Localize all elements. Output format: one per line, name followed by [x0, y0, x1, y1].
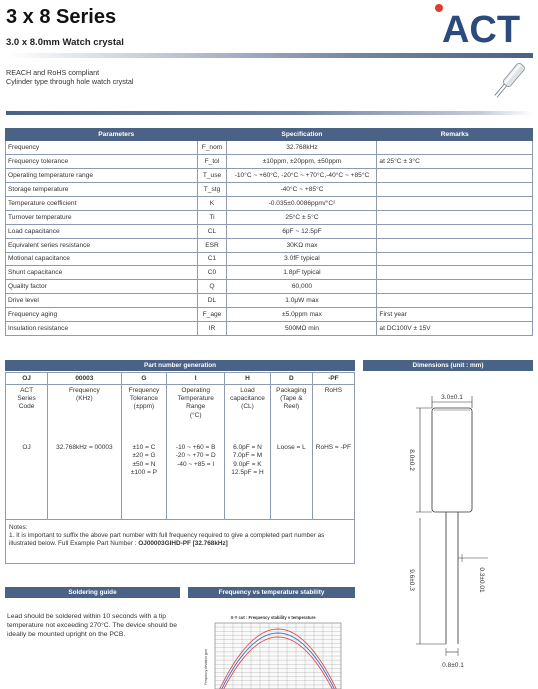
notes-text	[9, 532, 351, 549]
spec-row	[6, 210, 533, 224]
spec-row	[6, 266, 533, 280]
part-number-box	[5, 372, 355, 564]
part-value-cell-line: RoHS = -PF	[315, 444, 351, 451]
part-value-cell-line: 6.0pF = N	[233, 444, 262, 451]
crystal-body-outline	[432, 408, 472, 512]
part-value-cell-line: -20 ~ +70 = D	[175, 452, 216, 460]
spec-symbol-cell: F_age	[197, 308, 227, 322]
logo-text: ACT	[441, 9, 521, 50]
intro-text	[6, 68, 133, 87]
spec-value-cell: 32.768kHz	[227, 141, 377, 155]
spec-value-cell: 6pF ~ 12.5pF	[227, 224, 377, 238]
part-value-cell	[225, 434, 271, 519]
notes-example-part-number: OJ00003GIHD-PF [32.768kHz]	[138, 540, 228, 548]
spec-param-cell: Frequency tolerance	[6, 154, 198, 168]
spec-remark-cell	[377, 168, 533, 182]
spec-value-cell: 500MΩ min	[227, 322, 377, 336]
spec-param-cell: Insulation resistance	[6, 322, 198, 336]
spec-value-cell: -10°C ~ +60°C, -20°C ~ +70°C,-40°C ~ +85°C	[227, 168, 377, 182]
crystal-product-image	[488, 58, 530, 102]
spec-remark-cell: First year	[377, 308, 533, 322]
part-value-cell-line: ±10 = C	[132, 444, 156, 451]
soldering-guide-header: Soldering guide	[5, 587, 180, 598]
part-number-header: Part number generation	[5, 360, 355, 371]
spec-symbol-cell: ESR	[197, 238, 227, 252]
spec-remark-cell	[377, 210, 533, 224]
part-code-cell: G	[121, 373, 167, 384]
spec-param-cell: Temperature coefficient	[6, 196, 198, 210]
spec-row	[6, 294, 533, 308]
part-code-cell: D	[270, 373, 312, 384]
part-description-cell-line: Range	[186, 403, 206, 411]
spec-symbol-cell: Q	[197, 280, 227, 294]
spec-row	[6, 141, 533, 155]
part-value-cell-line: 12.5pF = H	[231, 469, 264, 477]
part-description-row	[6, 384, 354, 434]
part-value-cell	[312, 434, 354, 519]
spec-row	[6, 182, 533, 196]
spec-symbol-cell: IR	[197, 322, 227, 336]
dimensions-header: Dimensions (unit : mm)	[363, 360, 533, 371]
part-value-cell-line: ±50 = N	[132, 460, 156, 468]
spec-symbol-cell: C1	[197, 252, 227, 266]
part-value-cell-line: -10 ~ +60 = B	[175, 444, 216, 451]
spec-value-cell: 25°C ± 5°C	[227, 210, 377, 224]
diameter-label: 3.0±0.1	[441, 394, 463, 401]
lead-length-label: 9.6±0.3	[408, 569, 415, 591]
spec-value-cell: ±10ppm, ±20ppm, ±50ppm	[227, 154, 377, 168]
spec-remark-cell	[377, 196, 533, 210]
notes-body: 1. It is important to suffix the above part number with full frequency required to give a completed part number as illustrated below. Full Example Part Number :	[9, 531, 325, 548]
spec-remark-cell: at DC100V ± 15V	[377, 322, 533, 336]
part-value-cell	[121, 434, 167, 519]
part-code-row	[6, 373, 354, 384]
part-description-cell-line: Temperature	[177, 394, 214, 402]
freq-temp-header: Frequency vs temperature stability	[188, 587, 355, 598]
lead-diameter-label: 0.3±0.01	[478, 567, 485, 593]
page-title: 3 x 8 Series	[6, 6, 117, 28]
spec-symbol-cell: C0	[197, 266, 227, 280]
spec-row	[6, 238, 533, 252]
part-description-cell-line: ACT	[20, 386, 34, 394]
spec-param-cell: Turnover temperature	[6, 210, 198, 224]
part-description-cell-line: (±ppm)	[133, 403, 155, 411]
spec-row	[6, 168, 533, 182]
part-description-cell	[6, 384, 48, 434]
act-logo	[426, 2, 532, 50]
spec-param-cell: Quality factor	[6, 280, 198, 294]
part-description-cell-line: Load	[240, 386, 255, 394]
part-description-cell-line: (Tape &	[280, 394, 303, 402]
spec-remark-cell	[377, 280, 533, 294]
spec-param-cell: Operating temperature range	[6, 168, 198, 182]
part-value-cell	[167, 434, 225, 519]
spec-param-cell: Frequency aging	[6, 308, 198, 322]
part-value-cell-line: 9.0pF = K	[233, 460, 262, 468]
spec-value-cell: ±5.0ppm max	[227, 308, 377, 322]
spec-remark-cell	[377, 294, 533, 308]
part-description-cell-line: Frequency	[128, 386, 160, 394]
spec-param-cell: Storage temperature	[6, 182, 198, 196]
soldering-guide-text: Lead should be soldered within 10 seconds with a tip temperature not exceeding 270°C. The device should be ideally be mounted upright on the PCB.	[7, 613, 177, 639]
spec-param-cell: Motional capacitance	[6, 252, 198, 266]
spec-row	[6, 280, 533, 294]
spec-param-cell: Load capacitance	[6, 224, 198, 238]
part-number-notes	[6, 520, 354, 553]
part-description-cell	[270, 384, 312, 434]
spec-param-cell: Frequency	[6, 141, 198, 155]
part-code-cell: OJ	[6, 373, 48, 384]
spec-symbol-cell: F_nom	[197, 141, 227, 155]
part-description-cell	[312, 384, 354, 434]
spec-value-cell: 1.8pF typical	[227, 266, 377, 280]
spec-header-remarks: Remarks	[377, 129, 533, 141]
spec-symbol-cell: CL	[197, 224, 227, 238]
spec-row	[6, 224, 533, 238]
part-description-cell	[121, 384, 167, 434]
part-description-cell	[48, 384, 121, 434]
spec-header-specification: Specification	[227, 129, 377, 141]
intro-line-type: Cylinder type through hole watch crystal	[6, 77, 134, 87]
spec-remark-cell: at 25°C ± 3°C	[377, 154, 533, 168]
part-number-table	[6, 373, 354, 520]
spec-header-row	[6, 129, 533, 141]
freq-temp-chart	[191, 605, 354, 689]
spec-remark-cell	[377, 266, 533, 280]
part-description-cell-line: Frequency	[69, 386, 100, 394]
spec-remark-cell	[377, 224, 533, 238]
part-code-cell: H	[225, 373, 271, 384]
specification-table	[5, 128, 533, 336]
part-value-cell-line: OJ	[22, 444, 31, 451]
part-value-cell-line: ±20 = G	[132, 452, 156, 460]
spec-symbol-cell: T_stg	[197, 182, 227, 196]
page-subtitle: 3.0 x 8.0mm Watch crystal	[6, 37, 124, 48]
part-description-cell-line: (CL)	[241, 403, 254, 411]
part-description-cell-line: Packaging	[276, 386, 307, 394]
chart-title: X-Y cut : Frequency stability v temperature	[230, 615, 316, 620]
part-description-cell-line: (°C)	[189, 411, 202, 419]
spec-symbol-cell: Ti	[197, 210, 227, 224]
part-code-cell: I	[167, 373, 225, 384]
part-value-cell	[48, 434, 121, 519]
spec-symbol-cell: F_tol	[197, 154, 227, 168]
spec-param-cell: Equivalent series resistance	[6, 238, 198, 252]
part-description-cell-line: Operating	[181, 386, 210, 394]
part-description-cell-line: (KHz)	[76, 394, 93, 402]
pitch-label: 0.8±0.1	[442, 662, 464, 669]
intro-divider-bar	[6, 111, 533, 115]
part-value-cell-line: -40 ~ +85 = I	[177, 460, 215, 468]
spec-param-cell: Drive level	[6, 294, 198, 308]
spec-value-cell: -40°C ~ +85°C	[227, 182, 377, 196]
part-value-cell	[6, 434, 48, 519]
spec-value-cell: 3.0fF typical	[227, 252, 377, 266]
notes-label: Notes:	[9, 523, 28, 531]
part-description-cell-line: Tolerance	[129, 394, 159, 402]
spec-row	[6, 322, 533, 336]
spec-row	[6, 252, 533, 266]
intro-line-compliance: REACH and RoHS compliant	[6, 68, 100, 77]
part-value-cell-line: Loose = L	[276, 444, 306, 451]
spec-value-cell: 30KΩ max	[227, 238, 377, 252]
spec-remark-cell	[377, 238, 533, 252]
chart-ylabel: Frequency deviation ppm	[204, 649, 208, 685]
part-description-cell	[167, 384, 225, 434]
part-code-cell: -PF	[312, 373, 354, 384]
body-length-label: 8.0±0.2	[408, 449, 415, 471]
spec-header-parameters: Parameters	[6, 129, 227, 141]
spec-symbol-cell: T_use	[197, 168, 227, 182]
part-value-cell-line: 7.0pF = M	[232, 452, 263, 460]
spec-remark-cell	[377, 182, 533, 196]
spec-value-cell: 60,000	[227, 280, 377, 294]
part-description-cell-line: Code	[18, 403, 35, 411]
spec-symbol-cell: DL	[197, 294, 227, 308]
spec-row	[6, 308, 533, 322]
part-value-cell-line: ±100 = P	[130, 469, 158, 477]
spec-value-cell: -0.035±0.0086ppm/°C²	[227, 196, 377, 210]
spec-symbol-cell: K	[197, 196, 227, 210]
part-values-row	[6, 434, 354, 519]
part-description-cell-line: capacitance	[230, 394, 265, 402]
spec-remark-cell	[377, 141, 533, 155]
spec-value-cell: 1.0μW max	[227, 294, 377, 308]
spec-row	[6, 154, 533, 168]
part-description-cell	[225, 384, 271, 434]
part-description-cell-line: Series	[17, 394, 36, 402]
part-value-cell	[270, 434, 312, 519]
header-divider-bar	[6, 53, 533, 58]
part-value-cell-line: 32.768kHz = 00003	[56, 444, 113, 451]
part-description-cell-line: RoHS	[324, 386, 343, 394]
part-code-cell: 00003	[48, 373, 121, 384]
dimension-drawing	[360, 372, 533, 682]
spec-remark-cell	[377, 252, 533, 266]
spec-row	[6, 196, 533, 210]
spec-param-cell: Shunt capacitance	[6, 266, 198, 280]
part-description-cell-line: Reel)	[283, 403, 300, 411]
